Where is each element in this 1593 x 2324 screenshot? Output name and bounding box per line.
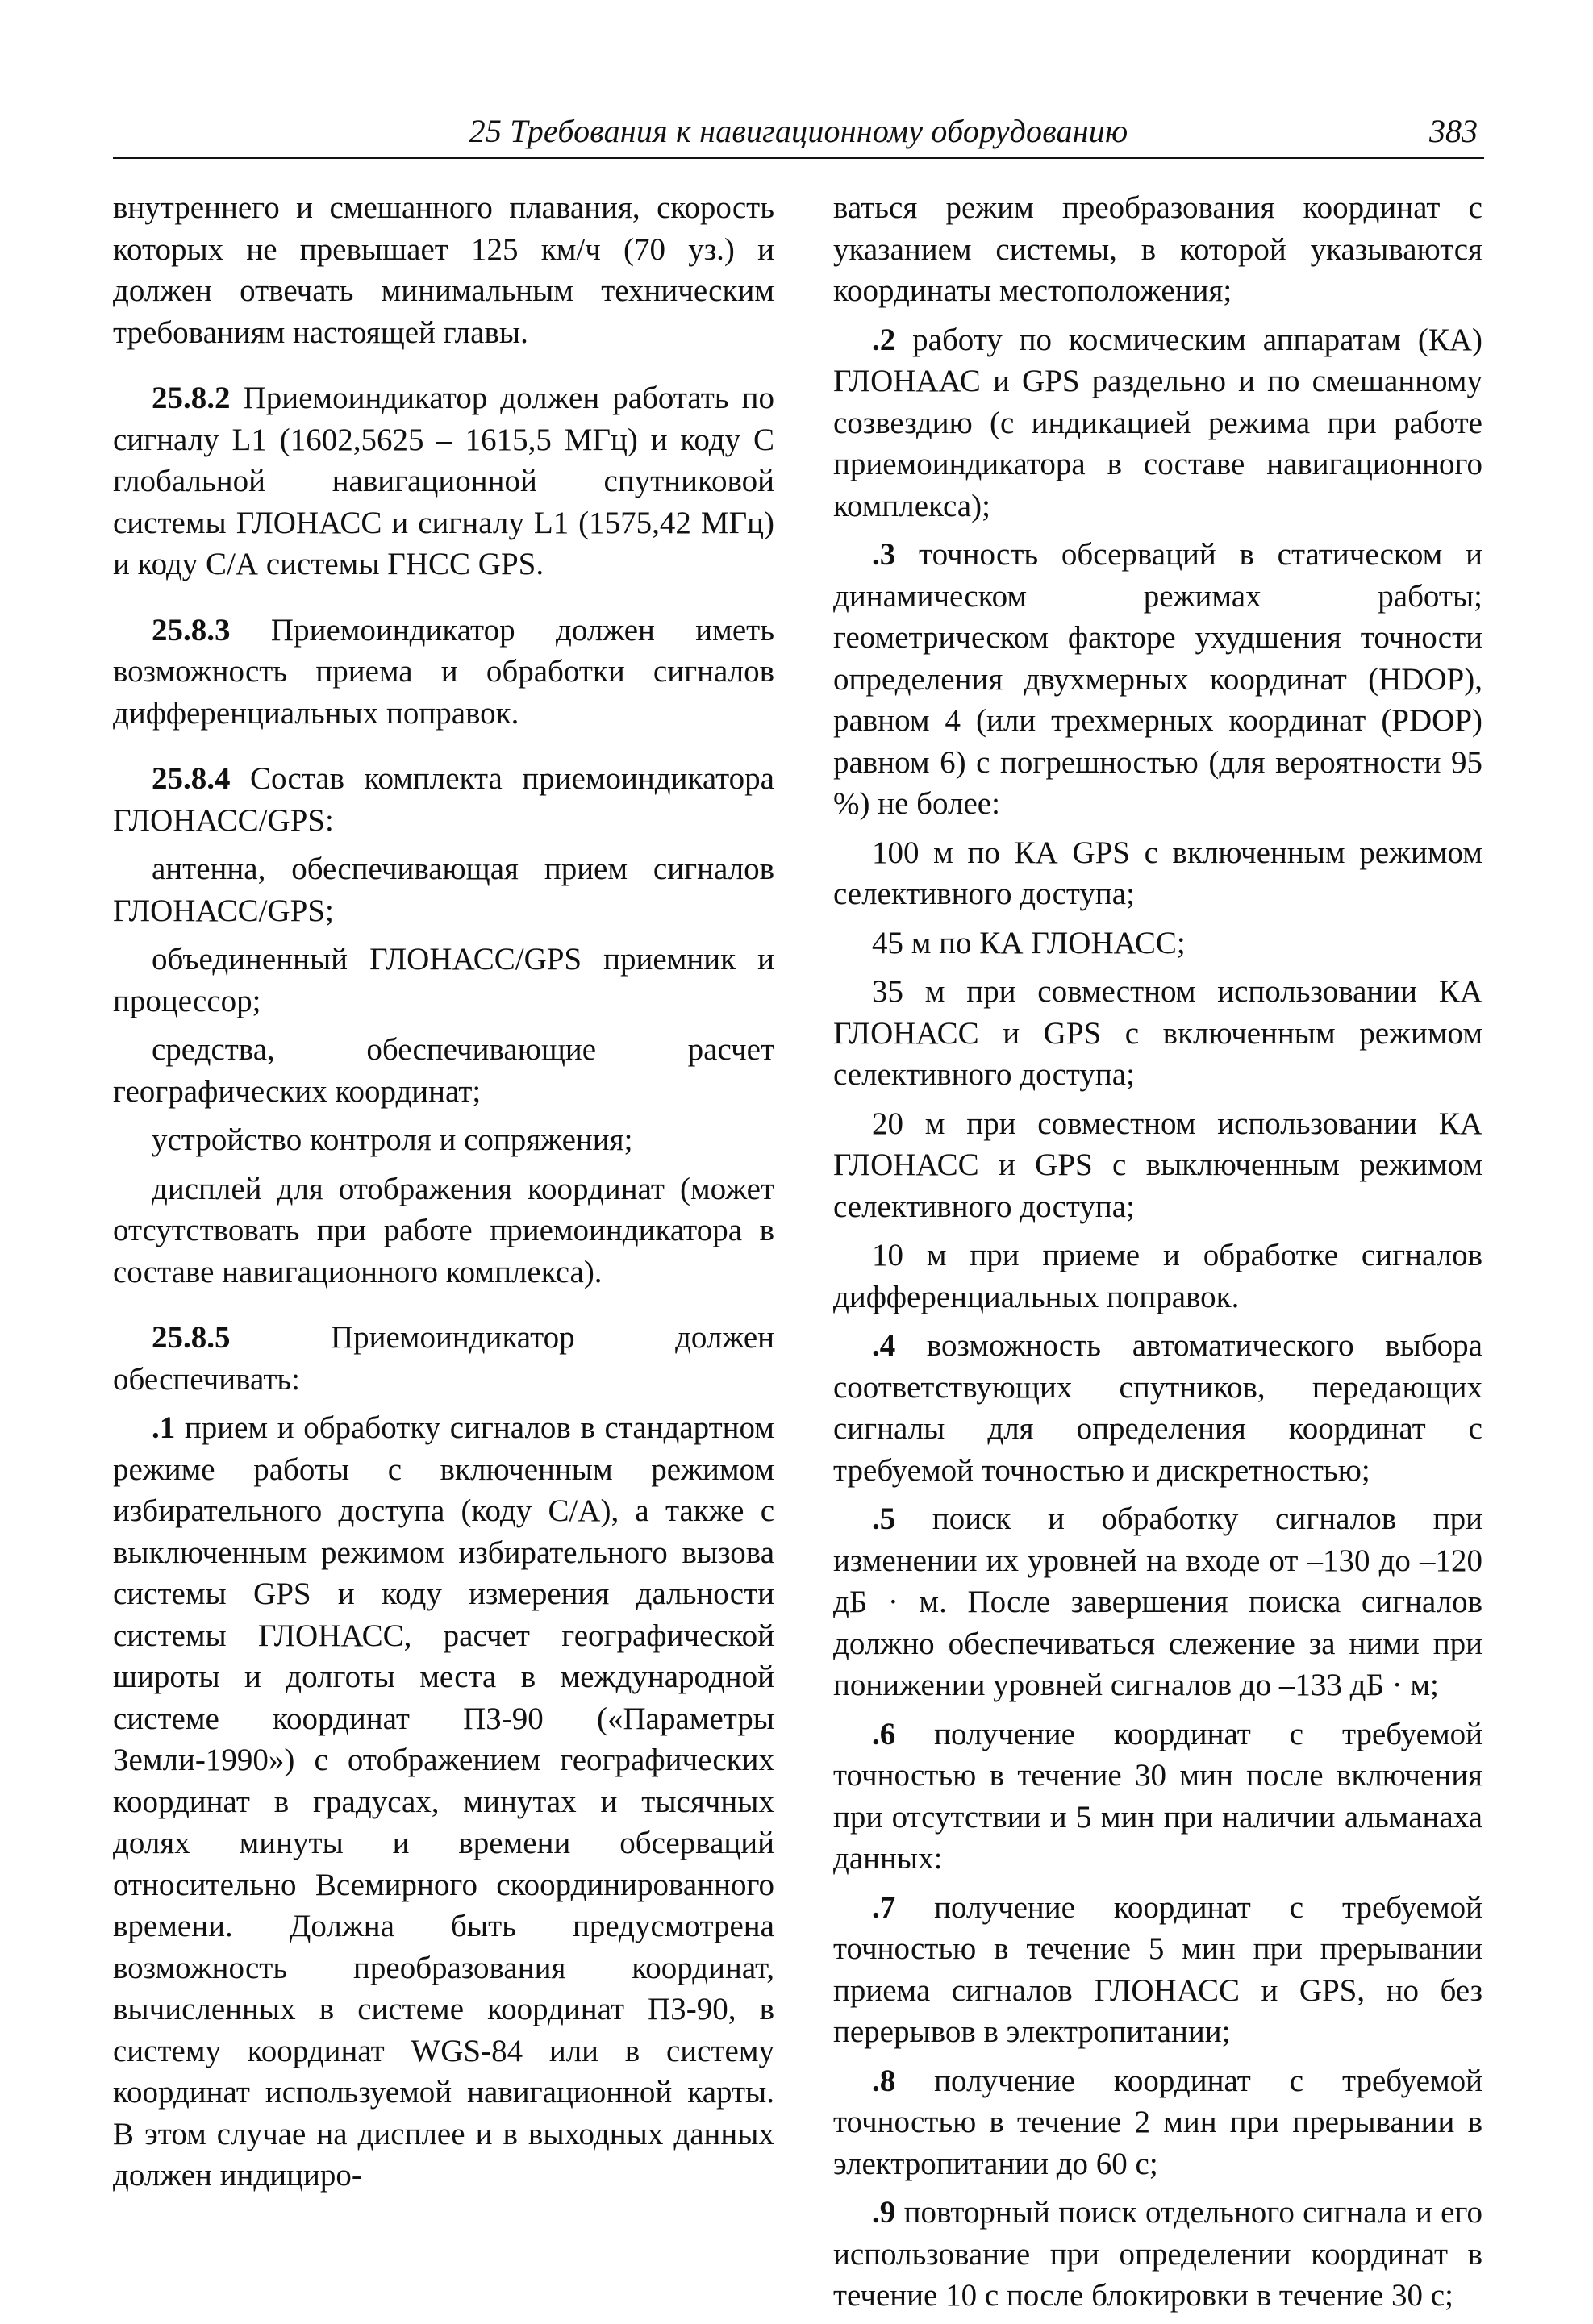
paragraph-text: поиск и обработку сигналов при изменении их уровней на входе от –130 до –120 дБ · м. После завершения поиска сигналов должно обеспечиваться слежение за ними при понижении уровней сигналов до –133 дБ · м; [833, 1501, 1482, 1702]
paragraph-text: Приемоиндикатор должен обеспечивать: [113, 1320, 774, 1397]
clause-number: .5 [872, 1501, 896, 1536]
paragraph-text: 10 м при приеме и обработке сигналов дифференциальных поправок. [833, 1238, 1482, 1314]
paragraph [113, 1119, 774, 1161]
paragraph [833, 923, 1482, 964]
right-column [833, 187, 1482, 2324]
clause-number: 25.8.4 [152, 761, 231, 796]
paragraph [113, 1407, 774, 2197]
paragraph-text: 100 м по КА GPS с включенным режимом селективного доступа; [833, 835, 1482, 911]
paragraph-text: Приемоиндикатор должен иметь возможность приема и обработки сигналов дифференциальных поправок. [113, 612, 774, 731]
paragraph-text: повторный поиск отдельного сигнала и его использование при определении координат в течение 10 с после блокировки в течение 30 с; [833, 2195, 1482, 2313]
paragraph [113, 1168, 774, 1293]
paragraph-text: 35 м при совместном использовании КА ГЛОНАСС и GPS с включенным режимом селективного доступа; [833, 974, 1482, 1092]
paragraph [833, 534, 1482, 825]
clause-number: .1 [152, 1410, 176, 1445]
paragraph-text: работу по космическим аппаратам (КА) ГЛОНААС и GPS раздельно и по смешанному созвездию (с индикацией режима при работе приемоиндикатора в составе навигационного комплекса); [833, 322, 1482, 523]
paragraph [833, 319, 1482, 527]
paragraph-text: ваться режим преобразования координат с указанием системы, в которой указываются координаты местоположения; [833, 190, 1482, 308]
paragraph-text: получение координат с требуемой точностью в течение 2 мин при прерывании в электропитании до 60 с; [833, 2063, 1482, 2181]
paragraph-text: антенна, обеспечивающая прием сигналов ГЛОНАСС/GPS; [113, 852, 774, 928]
paragraph-text: объединенный ГЛОНАСС/GPS приемник и процессор; [113, 942, 774, 1018]
paragraph-text: возможность автоматического выбора соответствующих спутников, передающих сигналы для определения координат с требуемой точностью и дискретностью; [833, 1328, 1482, 1488]
paragraph [833, 187, 1482, 312]
clause-number: .3 [872, 537, 896, 572]
paragraph-text: внутреннего и смешанного плавания, скорость которых не превышает 125 км/ч (70 уз.) и должен отвечать минимальным техническим требованиям настоящей главы. [113, 190, 774, 350]
paragraph-text: получение координат с требуемой точностью в течение 30 мин после включения при отсутствии и 5 мин при наличии альманаха данных: [833, 1716, 1482, 1876]
clause-number: 25.8.3 [152, 612, 231, 648]
paragraph [833, 2192, 1482, 2317]
running-header [113, 109, 1484, 159]
section-paragraph [113, 1317, 774, 1400]
clause-number: .8 [872, 2063, 896, 2098]
paragraph [833, 1325, 1482, 1491]
section-paragraph [113, 758, 774, 841]
paragraph [113, 848, 774, 931]
left-column [113, 187, 774, 2204]
paragraph-text: устройство контроля и сопряжения; [152, 1122, 633, 1157]
page-number: 383 [1429, 113, 1478, 149]
paragraph-text: 20 м при совместном использовании КА ГЛОНАСС и GPS с выключенным режимом селективного доступа; [833, 1106, 1482, 1224]
paragraph [833, 1714, 1482, 1880]
paragraph [833, 2060, 1482, 2185]
section-paragraph [113, 610, 774, 735]
paragraph [833, 1498, 1482, 1706]
paragraph-text: средства, обеспечивающие расчет географических координат; [113, 1032, 774, 1109]
clause-number: 25.8.5 [152, 1320, 231, 1355]
clause-number: .9 [872, 2195, 896, 2230]
clause-number: .7 [872, 1889, 896, 1925]
paragraph-text: прием и обработку сигналов в стандартном режиме работы с включенным режимом избирательного доступа (коду С/А), а также с выключенным режимом избирательного вызова системы GPS и коду измерения дальности системы ГЛОНАСС, расчет географической широты и долготы места в международной системе координат ПЗ-90 («Параметры Земли-1990») с отображением географических координат в градусах, минутах и тысячных долях минуты и времени обсерваций относительно Всемирного скоординированного времени. Должна быть предусмотрена возможность преобразования координат, вычисленных в системе координат ПЗ-90, в систему координат WGS-84 или в систему координат используемой навигационной карты. В этом случае на дисплее и в выходных данных должен индициро- [113, 1410, 774, 2193]
paragraph-text: Состав комплекта приемоиндикатора ГЛОНАСС/GPS: [113, 761, 774, 838]
paragraph [833, 832, 1482, 915]
paragraph [113, 1029, 774, 1112]
paragraph-text: Приемоиндикатор должен работать по сигналу L1 (1602,5625 – 1615,5 МГц) и коду С глобальной навигационной спутниковой системы ГЛОНАСС и сигналу L1 (1575,42 МГц) и коду С/А системы ГНСС GPS. [113, 381, 774, 581]
paragraph [833, 1103, 1482, 1228]
paragraph [833, 1887, 1482, 2053]
paragraph-text: получение координат с требуемой точностью в течение 5 мин при прерывании приема сигналов ГЛОНАСС и GPS, но без перерывов в электропитании; [833, 1889, 1482, 2049]
clause-number: .2 [872, 322, 896, 357]
paragraph [113, 939, 774, 1022]
paragraph [833, 971, 1482, 1096]
section-paragraph [113, 377, 774, 585]
clause-number: 25.8.2 [152, 381, 231, 415]
paragraph [113, 187, 774, 353]
clause-number: .4 [872, 1328, 896, 1363]
paragraph-text: дисплей для отображения координат (может отсутствовать при работе приемоиндикатора в составе навигационного комплекса). [113, 1171, 774, 1289]
paragraph-text: 45 м по КА ГЛОНАСС; [872, 925, 1186, 960]
paragraph [833, 1235, 1482, 1318]
paragraph-text: точность обсерваций в статическом и динамическом режимах работы; геометрическом факторе ухудшения точности определения двухмерных координат (HDOP), равном 4 (или трехмерных координат (PDOP) равном 6) с погрешностью (для вероятности 95 %) не более: [833, 537, 1482, 821]
clause-number: .6 [872, 1716, 896, 1751]
running-title: 25 Требования к навигационному оборудованию [469, 113, 1128, 149]
